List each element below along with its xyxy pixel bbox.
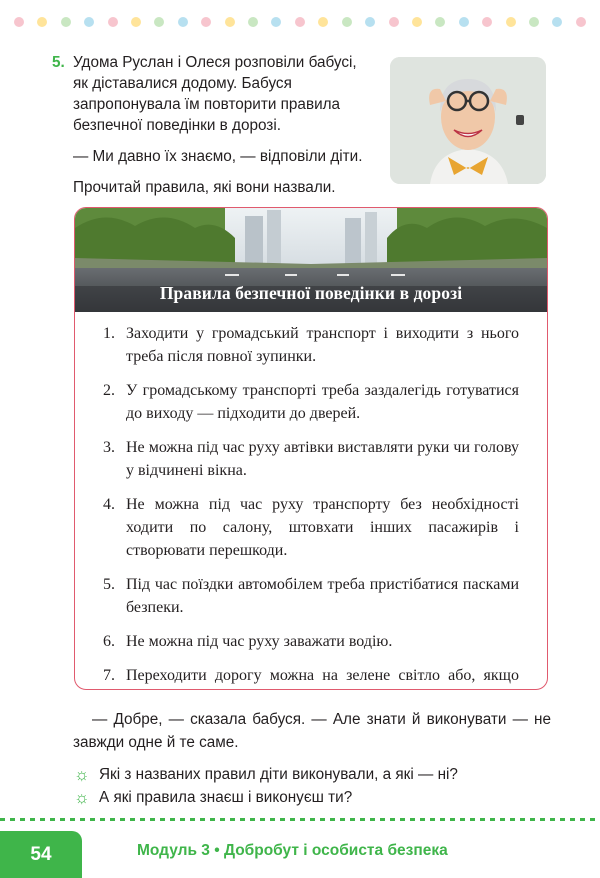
rule-number: 1.: [103, 325, 115, 342]
task-5: [53, 52, 373, 198]
safety-rules-card: [74, 207, 548, 690]
question-2: [74, 788, 352, 808]
rule-number: 4.: [103, 496, 115, 513]
rule-text: У громадському транспорті треба заздалегідь готуватися до виходу — підходити до дверей.: [126, 382, 519, 422]
decorative-dot: [318, 17, 328, 27]
decorative-dot: [84, 17, 94, 27]
decorative-dot: [108, 17, 118, 27]
sun-icon: ☼: [74, 788, 90, 807]
rule-item: [75, 630, 547, 653]
grandmother-reply: — Добре, — сказала бабуся. — Але знати й виконувати — не завжди одне й те саме.: [73, 711, 551, 751]
rules-list: [75, 322, 547, 690]
decorative-dot: [342, 17, 352, 27]
rule-item: [75, 436, 547, 482]
decorative-dot: [389, 17, 399, 27]
sun-icon: ☼: [74, 765, 90, 784]
page-number-text: 54: [30, 843, 52, 865]
decorative-dots: [14, 17, 586, 27]
page-number: [0, 831, 82, 878]
decorative-dot: [178, 17, 188, 27]
question-text: Які з названих правил діти виконували, а які — ні?: [99, 766, 458, 783]
decorative-dot: [365, 17, 375, 27]
module-title: Модуль 3 • Добробут і особиста безпека: [137, 842, 448, 859]
decorative-dot: [131, 17, 141, 27]
rule-number: 7.: [103, 667, 115, 684]
rule-text: Не можна під час руху заважати водію.: [126, 633, 393, 650]
rule-item: [75, 664, 547, 690]
rule-item: [75, 322, 547, 368]
task-instruction: Прочитай правила, які вони назвали.: [73, 179, 336, 196]
rule-text: Не можна під час руху автівки виставляти руки чи голову у відчинені вікна.: [126, 439, 519, 479]
decorative-dot: [552, 17, 562, 27]
decorative-dot: [225, 17, 235, 27]
rule-number: 3.: [103, 439, 115, 456]
rule-item: [75, 379, 547, 425]
question-1: [74, 765, 458, 785]
task-number: 5.: [52, 54, 65, 71]
rule-text: Не можна під час руху транспорту без необхідності ходити по салону, штовхати інших пасажирів і створювати перешкоди.: [126, 496, 519, 559]
rule-number: 2.: [103, 382, 115, 399]
rule-text: Заходити у громадський транспорт і виходити з нього треба після повної зупинки.: [126, 325, 519, 365]
question-text: А які правила знаєш і виконуєш ти?: [99, 789, 353, 806]
children-reply: — Ми давно їх знаємо, — відповіли діти.: [73, 148, 363, 165]
decorative-dot: [482, 17, 492, 27]
decorative-dot: [459, 17, 469, 27]
decorative-dot: [154, 17, 164, 27]
decorative-dot: [201, 17, 211, 27]
decorative-dot: [506, 17, 516, 27]
decorative-dot: [37, 17, 47, 27]
rules-title: Правила безпечної поведінки в дорозі: [159, 283, 463, 303]
rule-number: 6.: [103, 633, 115, 650]
rule-text: Під час поїздки автомобілем треба пристібатися пасками безпеки.: [126, 576, 519, 616]
task-intro: Удома Руслан і Олеся розповіли бабусі, як діставалися додому. Бабуся запропонувала їм повторити правила безпечної поведінки в дорозі.: [73, 54, 357, 134]
rule-number: 5.: [103, 576, 115, 593]
decorative-dot: [435, 17, 445, 27]
decorative-dot: [576, 17, 586, 27]
decorative-dot: [248, 17, 258, 27]
decorative-dot: [412, 17, 422, 27]
decorative-dot: [295, 17, 305, 27]
road-banner: [75, 208, 547, 312]
decorative-dot: [14, 17, 24, 27]
decorative-dot: [271, 17, 281, 27]
footer-divider: [0, 818, 600, 821]
rule-text: Переходити дорогу можна на зелене світло або, якщо: [126, 667, 519, 684]
decorative-dot: [61, 17, 71, 27]
grandmother-photo: [390, 57, 546, 184]
rule-item: [75, 573, 547, 619]
decorative-dot: [529, 17, 539, 27]
rule-item: [75, 493, 547, 562]
